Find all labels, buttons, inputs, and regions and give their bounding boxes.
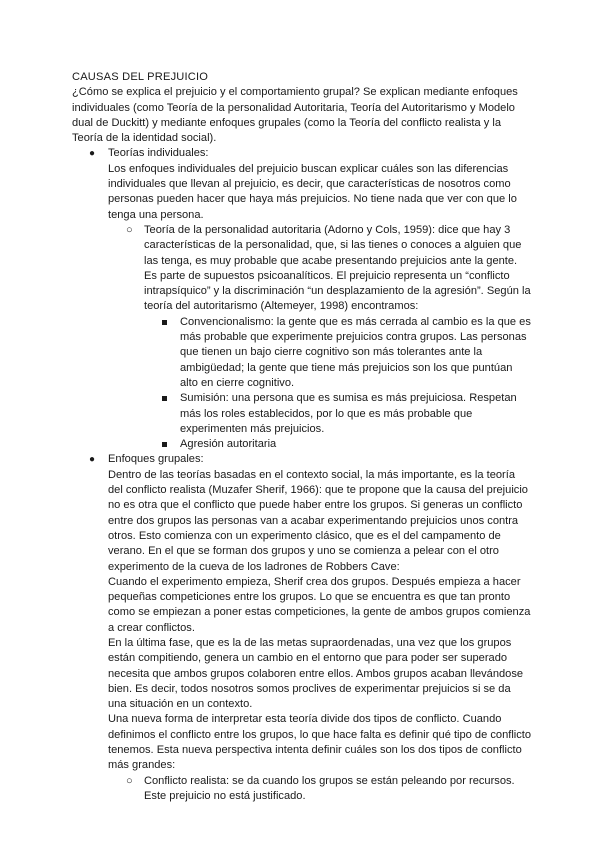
square-bullet-icon xyxy=(162,442,167,447)
section-heading: Enfoques grupales: xyxy=(108,453,204,466)
subitem-realistic-conflict xyxy=(108,774,532,805)
subsubitem-conventionalism xyxy=(144,315,532,391)
sublist xyxy=(108,223,532,452)
sublist xyxy=(108,774,532,805)
section-paragraph: Los enfoques individuales del prejuicio buscan explicar cuáles son las diferencias individuales que llevan al prejuicio, es decir, que características de nosotros como personas pueden hacer que haya más prejuicios. No tiene nada que ver con que lo tenga una persona. xyxy=(108,162,517,221)
hollow-bullet-icon: ○ xyxy=(126,223,133,236)
subsubitem-text: Agresión autoritaria xyxy=(180,438,277,451)
hollow-bullet-icon: ○ xyxy=(126,774,133,787)
square-bullet-icon xyxy=(162,396,167,401)
document-title: CAUSAS DEL PREJUICIO xyxy=(72,71,209,83)
subitem-text: Teoría de la personalidad autoritaria (Adorno y Cols, 1959): dice que hay 3 características de la personalidad, que, si las tienes o conoces a alguien que las tenga, es muy probable que acabe presentando prejuicios ante la gente. Es parte de supuestos psicoanalíticos. El prejuicio representa un “conflicto intrapsíquico” y la discriminación “un desplazamiento de la agresión”. Según la teoría del autoritarismo (Altemeyer, 1998) encontramos: xyxy=(144,223,531,313)
document-page xyxy=(72,70,532,804)
subitem-authoritarian-personality xyxy=(108,223,532,452)
bullet-icon: ● xyxy=(89,148,96,160)
square-bullet-icon xyxy=(162,320,167,325)
subsubitem-text: Sumisión: una persona que es sumisa es más prejuiciosa. Respetan más los roles establecidos, por lo que es más probable que experimenten más prejuicios. xyxy=(180,392,517,435)
subsubitem-submission xyxy=(144,391,532,437)
section-heading: Teorías individuales: xyxy=(108,147,209,160)
section-paragraph: Dentro de las teorías basadas en el contexto social, la más importante, es la teoría del conflicto realista (Muzafer Sherif, 1966): que te propone que la causa del prejuicio no es otra que el conflicto que puede haber entre los grupos. Si generas un conflicto entre dos grupos las personas van a acabar experimentando prejuicios unos contra otros. Esto comienza con un experimento clásico, que es el del campamento de verano. En el que se forman dos grupos y uno se comienza a pelear con el otro experimento de la cueva de los ladrones de Robbers Cave: xyxy=(108,468,528,573)
section-paragraph: Cuando el experimento empieza, Sherif crea dos grupos. Después empieza a hacer pequeñas competiciones entre los grupos. Lo que se encuentra es que tan pronto como se empiezan a poner estas competiciones, la gente de ambos grupos comienza a crear conflictos. xyxy=(108,575,531,634)
bullet-icon: ● xyxy=(89,454,96,466)
subsubitem-authoritarian-aggression xyxy=(144,437,532,452)
intro-paragraph: ¿Cómo se explica el prejuicio y el comportamiento grupal? Se explican mediante enfoques individuales (como Teoría de la personalidad Autoritaria, Teoría del Autoritarismo y Modelo dual de Duckitt) y mediante enfoques grupales (como la Teoría del conflicto realista y la Teoría de la identidad social). xyxy=(72,86,518,145)
subitem-text: Conflicto realista: se da cuando los grupos se están peleando por recursos. Este prejuicio no está justificado. xyxy=(144,774,515,802)
section-group-approaches xyxy=(72,452,532,804)
section-list xyxy=(72,146,532,804)
section-individual-theories xyxy=(72,146,532,452)
section-paragraph: En la última fase, que es la de las metas supraordenadas, una vez que los grupos están compitiendo, genera un cambio en el entorno que para poder ser superado necesita que ambos grupos colaboren entre ellos. Ambos grupos acaban llevándose bien. Es decir, todos nosotros somos proclives de experimentar prejuicios si se da una situación en un contexto. xyxy=(108,636,524,711)
sub-sublist xyxy=(144,315,532,453)
section-paragraph: Una nueva forma de interpretar esta teoría divide dos tipos de conflicto. Cuando definimos el conflicto entre los grupos, lo que hace falta es definir qué tipo de conflicto tenemos. Esta nueva perspectiva intenta definir cuáles son los dos tipos de conflicto más grandes: xyxy=(108,713,532,772)
subsubitem-text: Convencionalismo: la gente que es más cerrada al cambio es la que es más probable que experimente prejuicios contra grupos. Las personas que tienen un bajo cierre cognitivo son más tolerantes ante la ambigüedad; la gente que tiene más prejuicios son los que puntúan alto en cierre cognitivo. xyxy=(180,315,531,389)
